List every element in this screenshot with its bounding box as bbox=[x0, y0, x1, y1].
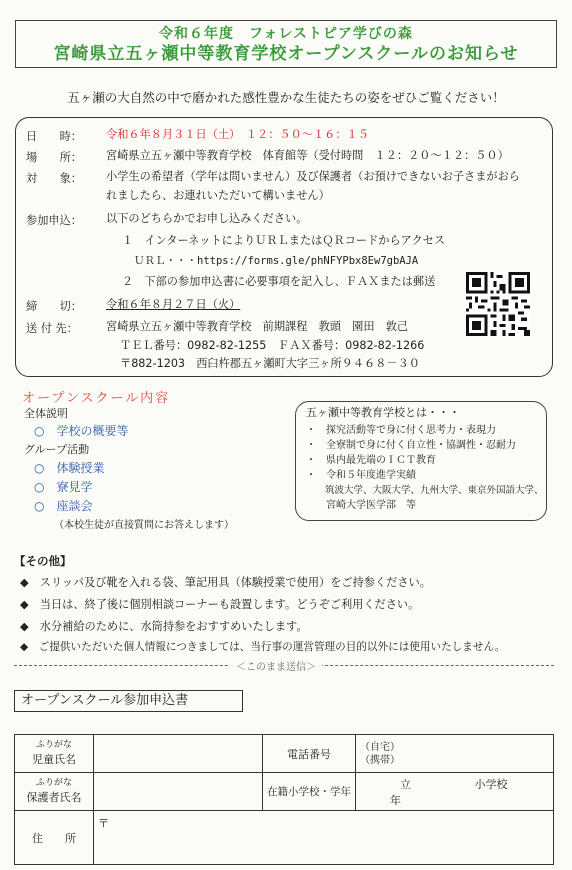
apply-label: 参加申込： bbox=[26, 214, 82, 227]
application-form bbox=[14, 734, 554, 865]
item-discussion: ○ 座談会 bbox=[34, 499, 93, 513]
send-as-is: ＜このまま送信＞ bbox=[230, 658, 322, 673]
postal-address: 〒882-1203 西臼杵郡五ヶ瀬町大字三ヶ所９４６８－３０ bbox=[120, 357, 420, 370]
tagline: 五ヶ瀬の大自然の中で磨かれた感性豊かな生徒たちの姿をぜひご覧ください！ bbox=[67, 90, 505, 105]
about-box bbox=[295, 401, 547, 521]
tel-number: ＴＥＬ番号：0982-82-1255 bbox=[120, 339, 267, 352]
send-label: 送 付 先： bbox=[26, 322, 78, 335]
deadline-value: 令和６年８月２７日（火） bbox=[106, 298, 241, 311]
place-label: 場 所： bbox=[26, 151, 82, 164]
phone-label: 電話番号 bbox=[263, 735, 356, 773]
date-label: 日 時： bbox=[26, 130, 82, 143]
header-box bbox=[15, 20, 557, 68]
header-line2: 宮崎県立五ヶ瀬中等教育学校オープンスクールのお知らせ bbox=[53, 44, 519, 64]
address-label: 住 所 bbox=[15, 811, 94, 865]
note-item: ◆ 水分補給のために、水筒持参をおすすめいたします。 bbox=[20, 620, 308, 633]
about-item: 筑波大学、大阪大学、九州大学、東京外国語大学、 bbox=[306, 485, 544, 496]
guardian-name-label: ふりがな 保護者氏名 bbox=[15, 773, 94, 811]
about-item: ・ 探究活動等で身に付く思考力・表現力 bbox=[306, 425, 496, 436]
url-link[interactable]: ＵＲＬ・・・https://forms.gle/phNFYPbx8Ew7gbAJA bbox=[134, 255, 419, 267]
item-school-overview: ○ 学校の概要等 bbox=[34, 424, 129, 438]
date-value: 令和６年８月３１日（土） １２：５０～１６：１５ bbox=[106, 128, 369, 141]
info-box bbox=[15, 117, 553, 377]
other-heading: 【その他】 bbox=[14, 554, 72, 568]
about-item: ・ 全寮制で身に付く自立性・協調性・忍耐力 bbox=[306, 440, 516, 451]
item-trial-class: ○ 体験授業 bbox=[34, 461, 105, 475]
target-value-2: れましたら、お連れいただいて構いません） bbox=[106, 189, 330, 202]
item-dorm-tour: ○ 寮見学 bbox=[34, 480, 93, 494]
place-value: 宮崎県立五ヶ瀬中等教育学校 体育館等（受付時間 １２：２０～１２：５０） bbox=[106, 149, 509, 162]
note-item: ◆ 当日は、終了後に個別相談コーナーも設置します。どうぞご利用ください。 bbox=[20, 598, 420, 611]
group-overall: 全体説明 bbox=[24, 407, 68, 420]
send-value: 宮崎県立五ヶ瀬中等教育学校 前期課程 教頭 園田 敦己 bbox=[106, 320, 409, 333]
qr-code[interactable] bbox=[466, 272, 530, 336]
address-field[interactable]: 〒 bbox=[94, 811, 554, 865]
content-title: オープンスクール内容 bbox=[22, 391, 171, 406]
guardian-name-field[interactable] bbox=[94, 773, 263, 811]
child-name-label: ふりがな 児童氏名 bbox=[15, 735, 94, 773]
about-item: ・ 県内最先端のＩＣＴ教育 bbox=[306, 455, 436, 466]
group-activity: グループ活動 bbox=[24, 443, 90, 456]
discussion-note: （本校生徒が直接質問にお答えします） bbox=[54, 520, 234, 531]
child-name-field[interactable] bbox=[94, 735, 263, 773]
method-2: ２ 下部の参加申込書に必要事項を記入し、ＦＡＸまたは郵送 bbox=[122, 275, 436, 288]
note-item: ◆ ご提供いただいた個人情報につきましては、当行事の運営管理の目的以外には使用いたしません。 bbox=[20, 641, 506, 653]
about-item: 宮崎大学医学部 等 bbox=[306, 500, 416, 511]
about-title: 五ヶ瀬中等教育学校とは・・・ bbox=[306, 406, 460, 419]
phone-field[interactable]: （自宅） （携帯） bbox=[356, 735, 554, 773]
target-label: 対 象： bbox=[26, 172, 82, 185]
form-title: オープンスクール参加申込書 bbox=[14, 690, 243, 712]
method-1: １ インターネットによりＵＲＬまたはＱＲコードからアクセス bbox=[122, 234, 446, 247]
note-item: ◆ スリッパ及び靴を入れる袋、筆記用具（体験授業で使用）をご持参ください。 bbox=[20, 576, 431, 589]
fax-number: ＦＡＸ番号：0982-82-1266 bbox=[278, 339, 425, 352]
apply-value: 以下のどちらかでお申し込みください。 bbox=[106, 212, 308, 225]
school-label: 在籍小学校・学年 bbox=[263, 773, 356, 811]
school-field[interactable]: 立 小学校 年 bbox=[356, 773, 554, 811]
about-item: ・ 令和５年度進学実績 bbox=[306, 470, 416, 481]
header-line1: 令和６年度 フォレストピア学びの森 bbox=[159, 26, 413, 42]
deadline-label: 締 切： bbox=[26, 300, 82, 313]
target-value-1: 小学生の希望者（学年は問いません）及び保護者（お預けできないお子さまがおら bbox=[106, 170, 520, 183]
